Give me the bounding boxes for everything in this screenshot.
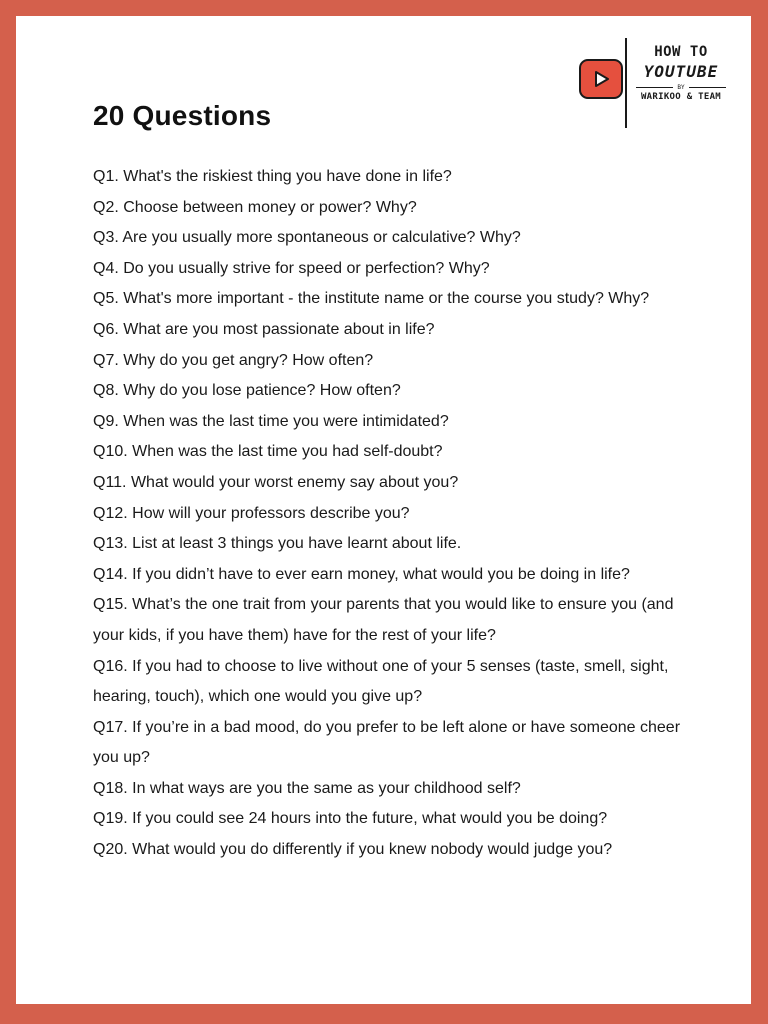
- question-item: Q13. List at least 3 things you have learnt about life.: [93, 535, 462, 553]
- question-item: Q2. Choose between money or power? Why?: [93, 198, 417, 216]
- question-item: Q5. What's more important - the institute name or the course you study? Why?: [93, 290, 650, 308]
- play-icon: [593, 70, 611, 88]
- question-item: Q6. What are you most passionate about in life?: [93, 320, 435, 338]
- logo-by: BY: [677, 84, 685, 91]
- question-list: [93, 162, 693, 866]
- logo-divider: [625, 38, 627, 128]
- logo-line-how-to: HOW TO: [654, 44, 708, 60]
- logo-by-row: [632, 84, 730, 91]
- document-page: [16, 16, 751, 1004]
- question-item: Q15. What’s the one trait from your parents that you would like to ensure you (and your kids, if you have them) have for the rest of your life?: [93, 596, 674, 644]
- question-item: Q9. When was the last time you were intimidated?: [93, 412, 449, 430]
- question-item: Q17. If you’re in a bad mood, do you prefer to be left alone or have someone cheer you up?: [93, 718, 681, 767]
- question-item: Q4. Do you usually strive for speed or perfection? Why?: [93, 259, 490, 277]
- question-item: Q19. If you could see 24 hours into the future, what would you be doing?: [93, 810, 608, 828]
- page-title: 20 Questions: [93, 100, 272, 131]
- how-to-youtube-logo: [576, 36, 736, 128]
- question-item: Q3. Are you usually more spontaneous or calculative? Why?: [93, 229, 521, 247]
- play-button-logo-mark: [579, 59, 623, 99]
- question-item: Q8. Why do you lose patience? How often?: [93, 382, 401, 400]
- question-item: Q14. If you didn’t have to ever earn money, what would you be doing in life?: [93, 565, 630, 583]
- question-item: Q10. When was the last time you had self-doubt?: [93, 443, 443, 461]
- question-item: Q12. How will your professors describe you?: [93, 504, 410, 522]
- logo-rule-left: [636, 87, 673, 88]
- logo-line-warikoo-team: WARIKOO & TEAM: [640, 92, 722, 102]
- logo-text: [632, 44, 730, 102]
- question-item: Q18. In what ways are you the same as your childhood self?: [93, 779, 521, 797]
- question-item: Q16. If you had to choose to live without one of your 5 senses (taste, smell, sight, hearing, touch), which one would you give up?: [93, 657, 669, 706]
- question-item: Q11. What would your worst enemy say about you?: [93, 473, 459, 491]
- question-item: Q1. What's the riskiest thing you have done in life?: [93, 168, 452, 185]
- logo-rule-right: [689, 87, 726, 88]
- question-item: Q7. Why do you get angry? How often?: [93, 351, 374, 369]
- question-item: Q20. What would you do differently if you knew nobody would judge you?: [93, 841, 613, 859]
- logo-line-youtube: YOUTUBE: [643, 62, 719, 81]
